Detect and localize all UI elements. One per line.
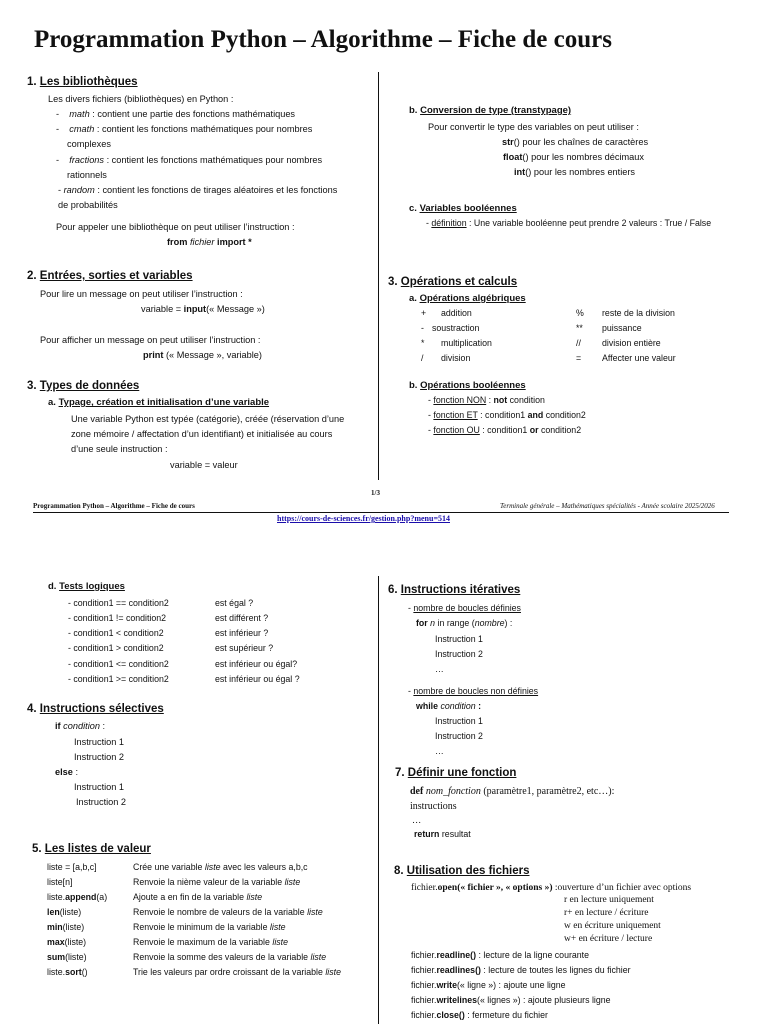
footer-rule <box>33 512 729 513</box>
list-description: Renvoie le nombre de valeurs de la variable liste <box>133 907 323 917</box>
def-ellipsis: … <box>412 815 422 825</box>
list-expression: min(liste) <box>47 922 85 932</box>
close-line: fichier.close() : fermeture du fichier <box>411 1010 548 1020</box>
list-description: Trie les valeurs par ordre croissant de la variable liste <box>133 967 341 977</box>
logic-test-expr: - condition1 != condition2 <box>68 613 167 623</box>
operator-symbol: ** <box>576 323 583 333</box>
column-divider-top <box>378 72 379 480</box>
logic-test-desc: est inférieur ou égal ? <box>215 674 300 684</box>
conversion-str: str() pour les chaînes de caractères <box>502 137 649 147</box>
operator-symbol: / <box>421 353 424 363</box>
list-expression: liste[n] <box>47 877 73 887</box>
write-line: fichier.write(« ligne ») : ajoute une ligne <box>411 980 566 990</box>
return-line: return resultat <box>414 829 471 839</box>
operator-name: reste de la division <box>602 308 675 318</box>
section-5-heading: 5. Les listes de valeur <box>32 843 151 855</box>
bool-op-or: - fonction OU : condition1 or condition2 <box>428 425 582 435</box>
section-6-heading: 6. Instructions itératives <box>388 584 521 596</box>
section-4-heading: 4. Instructions sélectives <box>27 703 164 715</box>
logic-test-expr: - condition1 == condition2 <box>68 598 169 608</box>
operator-name: division entière <box>602 338 661 348</box>
list-expression: max(liste) <box>47 937 87 947</box>
logic-test-desc: est égal ? <box>215 598 254 608</box>
print-code: print (« Message », variable) <box>143 350 262 360</box>
operator-name: puissance <box>602 323 642 333</box>
section-ops-a-heading: a. Opérations algébriques <box>409 293 526 304</box>
for-instruction-1: Instruction 1 <box>435 634 483 644</box>
operator-name: soustraction <box>432 323 480 333</box>
logic-test-desc: est inférieur ? <box>215 628 269 638</box>
undefined-loops-label: - nombre de boucles non définies <box>408 686 539 696</box>
operator-symbol: // <box>576 338 581 348</box>
writelines-line: fichier.writelines(« lignes ») : ajoute plusieurs ligne <box>411 995 611 1005</box>
page-number: 1/3 <box>371 489 380 497</box>
import-intro: Pour appeler une bibliothèque on peut utiliser l’instruction : <box>56 222 295 232</box>
lib-fractions-cont: rationnels <box>67 170 107 180</box>
typing-code: variable = valeur <box>170 460 238 470</box>
section-3a-heading: a. Typage, création et initialisation d’une variable <box>48 397 270 408</box>
operator-name: division <box>441 353 471 363</box>
section-3-heading: 3. Types de données <box>27 380 140 392</box>
import-code: from fichier import * <box>167 237 252 247</box>
section-1-heading: 1. Les bibliothèques <box>27 76 138 88</box>
list-expression: len(liste) <box>47 907 82 917</box>
page-title: Programmation Python – Algorithme – Fiche de cours <box>34 26 612 53</box>
else-instruction-2: Instruction 2 <box>76 797 127 807</box>
def-instructions: instructions <box>410 801 457 812</box>
list-expression: liste.append(a) <box>47 892 108 902</box>
open-line: fichier.open(« fichier », « options ») :ouverture d’un fichier avec options <box>411 883 692 893</box>
lib-cmath-cont: complexes <box>67 139 111 149</box>
operator-symbol: + <box>421 308 427 318</box>
footer-link[interactable]: https://cours-de-sciences.fr/gestion.php?menu=514 <box>277 514 450 523</box>
logic-test-expr: - condition1 > condition2 <box>68 643 164 653</box>
boolean-definition: - définition : Une variable booléenne peut prendre 2 valeurs : True / False <box>426 218 712 228</box>
footer-left: Programmation Python – Algorithme – Fiche de cours <box>33 502 195 510</box>
list-description: Crée une variable liste avec les valeurs a,b,c <box>133 862 308 872</box>
column-divider-bottom <box>378 576 379 1024</box>
for-ellipsis: … <box>435 664 444 674</box>
typing-text-2: zone mémoire / affectation d’un identifiant) et initialisée au cours <box>71 429 333 439</box>
print-intro: Pour afficher un message on peut utiliser l’instruction : <box>40 335 261 345</box>
operator-symbol: = <box>576 353 582 363</box>
while-instruction-2: Instruction 2 <box>435 731 483 741</box>
logic-test-desc: est supérieur ? <box>215 643 274 653</box>
list-description: Renvoie la nième valeur de la variable liste <box>133 877 301 887</box>
list-expression: liste = [a,b,c] <box>47 862 97 872</box>
operator-name: multiplication <box>441 338 492 348</box>
while-line: while condition : <box>416 701 482 711</box>
for-line: for n in range (nombre) : <box>416 618 513 628</box>
logic-test-desc: est différent ? <box>215 613 269 623</box>
while-ellipsis: … <box>435 746 444 756</box>
section-ops-b-heading: b. Opérations booléennes <box>409 380 526 391</box>
open-mode: w+ en écriture / lecture <box>564 934 653 944</box>
section-8-heading: 8. Utilisation des fichiers <box>394 865 530 877</box>
typing-text-3: d’une seule instruction : <box>71 444 168 454</box>
if-line: if condition : <box>55 721 106 731</box>
list-description: Ajoute a en fin de la variable liste <box>133 892 263 902</box>
logic-test-desc: est inférieur ou égal? <box>215 659 298 669</box>
while-instruction-1: Instruction 1 <box>435 716 483 726</box>
footer-right: Terminale générale – Mathématiques spécialités - Année scolaire 2025/2026 <box>500 502 715 510</box>
operator-symbol: - <box>421 323 424 333</box>
section-ops-heading: 3. Opérations et calculs <box>388 276 518 288</box>
if-instruction-1: Instruction 1 <box>74 737 125 747</box>
list-description: Renvoie le minimum de la variable liste <box>133 922 286 932</box>
open-mode: w en écriture uniquement <box>564 921 661 931</box>
lib-fractions: - fractions : contient les fonctions mathématiques pour nombres <box>56 155 323 165</box>
operator-name: addition <box>441 308 472 318</box>
lib-math: - math : contient une partie des fonctions mathématiques <box>56 109 296 119</box>
section-3d-heading: d. Tests logiques <box>48 581 125 592</box>
for-instruction-2: Instruction 2 <box>435 649 483 659</box>
operator-symbol: % <box>576 308 584 318</box>
section-3c-heading: c. Variables booléennes <box>409 203 517 214</box>
logic-test-expr: - condition1 <= condition2 <box>68 659 169 669</box>
bool-op-and: - fonction ET : condition1 and condition2 <box>428 410 586 420</box>
readlines-line: fichier.readlines() : lecture de toutes les lignes du fichier <box>411 965 631 975</box>
else-instruction-1: Instruction 1 <box>74 782 125 792</box>
list-description: Renvoie le maximum de la variable liste <box>133 937 289 947</box>
list-description: Renvoie la somme des valeurs de la variable liste <box>133 952 327 962</box>
lib-random-cont: de probabilités <box>58 200 118 210</box>
operator-symbol: * <box>421 338 425 348</box>
else-line: else : <box>55 767 78 777</box>
logic-test-expr: - condition1 >= condition2 <box>68 674 169 684</box>
if-instruction-2: Instruction 2 <box>74 752 125 762</box>
operator-name: Affecter une valeur <box>602 353 676 363</box>
lib-cmath: - cmath : contient les fonctions mathématiques pour nombres <box>56 124 313 134</box>
conversion-intro: Pour convertir le type des variables on peut utiliser : <box>428 122 639 132</box>
def-line: def nom_fonction (paramètre1, paramètre2, etc…): <box>410 786 615 797</box>
section-1-intro: Les divers fichiers (bibliothèques) en Python : <box>48 94 234 104</box>
readline-line: fichier.readline() : lecture de la ligne courante <box>411 950 590 960</box>
conversion-float: float() pour les nombres décimaux <box>503 152 644 162</box>
section-3b-heading: b. Conversion de type (transtypage) <box>409 105 572 116</box>
lib-random: - random : contient les fonctions de tirages aléatoires et les fonctions <box>58 185 338 195</box>
bool-op-not: - fonction NON : not condition <box>428 395 545 405</box>
list-expression: liste.sort() <box>47 967 88 977</box>
input-intro: Pour lire un message on peut utiliser l’instruction : <box>40 289 243 299</box>
logic-test-expr: - condition1 < condition2 <box>68 628 164 638</box>
open-mode: r en lecture uniquement <box>564 895 654 905</box>
open-mode: r+ en lecture / écriture <box>564 908 649 918</box>
defined-loops-label: - nombre de boucles définies <box>408 603 521 613</box>
list-expression: sum(liste) <box>47 952 87 962</box>
conversion-int: int() pour les nombres entiers <box>514 167 636 177</box>
typing-text-1: Une variable Python est typée (catégorie), créée (réservation d’une <box>71 414 345 424</box>
section-7-heading: 7. Définir une fonction <box>395 767 517 779</box>
input-code: variable = input(« Message ») <box>141 304 265 314</box>
section-2-heading: 2. Entrées, sorties et variables <box>27 270 193 282</box>
